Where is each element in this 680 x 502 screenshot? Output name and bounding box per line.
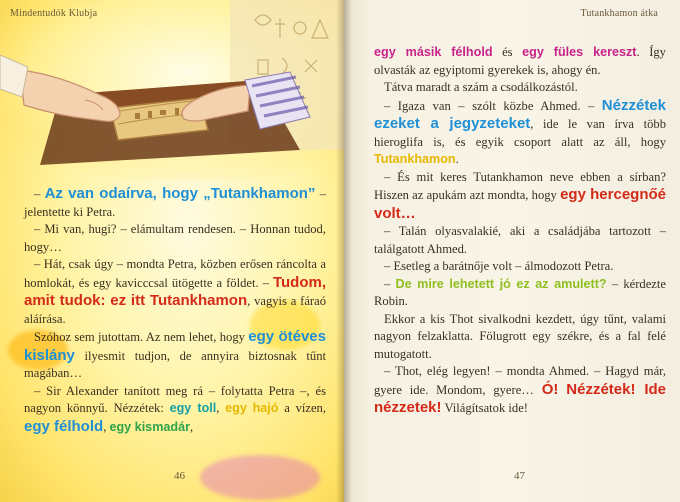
text-run: – És mit keres Tutankhamon neve ebben a sírban? Hiszen az apukám azt mondta, hogy [374, 169, 666, 202]
text-run: , vagyis a fáraó aláírása. [24, 294, 326, 326]
text-run: – [384, 276, 396, 291]
page-number: 47 [514, 470, 525, 482]
text-run: – kérdezte Robin. [374, 276, 666, 308]
paragraph [374, 79, 666, 97]
highlighted-phrase: Az van odaírva, hogy „Tutankhamon” [44, 185, 316, 202]
running-head: Tutankhamon átka [580, 8, 658, 19]
paragraph [374, 258, 666, 276]
text-run: – Igaza van – szólt közbe Ahmed. – [384, 98, 602, 113]
papyrus-hands-illustration [0, 0, 344, 180]
highlighted-phrase: egy [225, 401, 247, 415]
text-run: ilyesmit tudjon, de annyira biztosnak tűnt magában… [24, 348, 326, 380]
highlighted-phrase: egy ötéves kislány [24, 328, 326, 364]
text-run: – Hát, csak úgy – mondta Petra, közben erősen ráncolta a homlokát, és egy kavicccsal ütögette a földet. – [24, 257, 326, 290]
text-run: a vízen, [278, 401, 326, 415]
highlighted-phrase: Tudom, amit tudok: ez itt Tutankhamon [24, 273, 326, 309]
book-gutter [336, 0, 352, 502]
paragraph [24, 185, 326, 221]
highlighted-phrase: egy félhold [24, 417, 104, 435]
right-page-text [374, 44, 666, 418]
highlighted-phrase: Nézzétek ezeket a jegyzeteket [374, 96, 666, 132]
text-run: Szóhoz sem jutottam. Az nem lehet, hogy [34, 330, 249, 344]
text-run: , [216, 401, 226, 415]
highlighted-phrase: Tutankhamon [374, 152, 456, 166]
page-number: 46 [174, 470, 185, 482]
paragraph [374, 276, 666, 311]
running-head: Mindentudók Klubja [10, 8, 98, 19]
highlighted-phrase: hajó [252, 401, 279, 415]
highlighted-phrase: Ó! [541, 380, 559, 398]
highlighted-phrase: De mire lehetett jó ez az amulett? [395, 276, 607, 291]
text-run: – Mi van, hugi? – elámultam rendesen. – Honnan tudod, hogy… [24, 222, 326, 254]
text-run: – Sir Alexander tanított meg rá – folytatta Petra –, és nagyon könnyű. Nézzétek: [24, 383, 326, 415]
text-run: , [103, 419, 110, 434]
paragraph [24, 328, 326, 383]
left-page-text [24, 185, 326, 436]
highlighted-phrase: Nézzétek! Ide nézzetek! [374, 380, 666, 416]
paragraph [24, 383, 326, 437]
paragraph [374, 44, 666, 79]
highlighted-phrase: egy hercegnőé volt… [374, 186, 666, 222]
text-run: – Talán olyasvalakié, aki a családjába tartozott – találgatott Ahmed. [374, 224, 666, 256]
text-run: . [455, 152, 459, 166]
text-run: és [492, 45, 523, 59]
right-page [344, 0, 680, 502]
text-run: – [34, 187, 45, 201]
text-run: , ide le van írva több hieroglifa is, és egyik csoport alatt az áll, hogy [374, 117, 666, 149]
highlighted-phrase: egy kismadár [109, 419, 190, 434]
text-run: Ekkor a kis Thot sivalkodni kezdett, úgy tűnt, valami nagyon felzaklatta. Fölugrott egy székre, és a fal felé mutogatott. [374, 311, 666, 361]
highlighted-phrase: egy füles kereszt [522, 45, 637, 59]
paragraph [374, 311, 666, 364]
text-run: – Thot, elég legyen! – mondta Ahmed. – Hagyd már, gyere ide. Mondom, gyere… [374, 364, 666, 397]
text-run: , [190, 419, 194, 434]
paint-splash [200, 455, 320, 500]
text-run: Tátva maradt a szám a csodálkozástól. [384, 80, 578, 94]
paragraph [24, 256, 326, 328]
text-run: – jelentette ki Petra. [24, 187, 326, 219]
highlighted-phrase: egy másik félhold [374, 45, 493, 59]
paragraph [374, 363, 666, 418]
text-run: Világítsatok ide! [441, 401, 528, 415]
text-run: – Esetleg a barátnője volt – álmodozott Petra. [384, 259, 614, 273]
paragraph [374, 223, 666, 258]
paragraph [374, 97, 666, 169]
highlighted-phrase: egy toll [169, 401, 217, 415]
paragraph [374, 169, 666, 224]
text-run: . Így olvasták az egyiptomi gyerekek is, ahogy én. [374, 45, 666, 77]
paragraph [24, 221, 326, 256]
